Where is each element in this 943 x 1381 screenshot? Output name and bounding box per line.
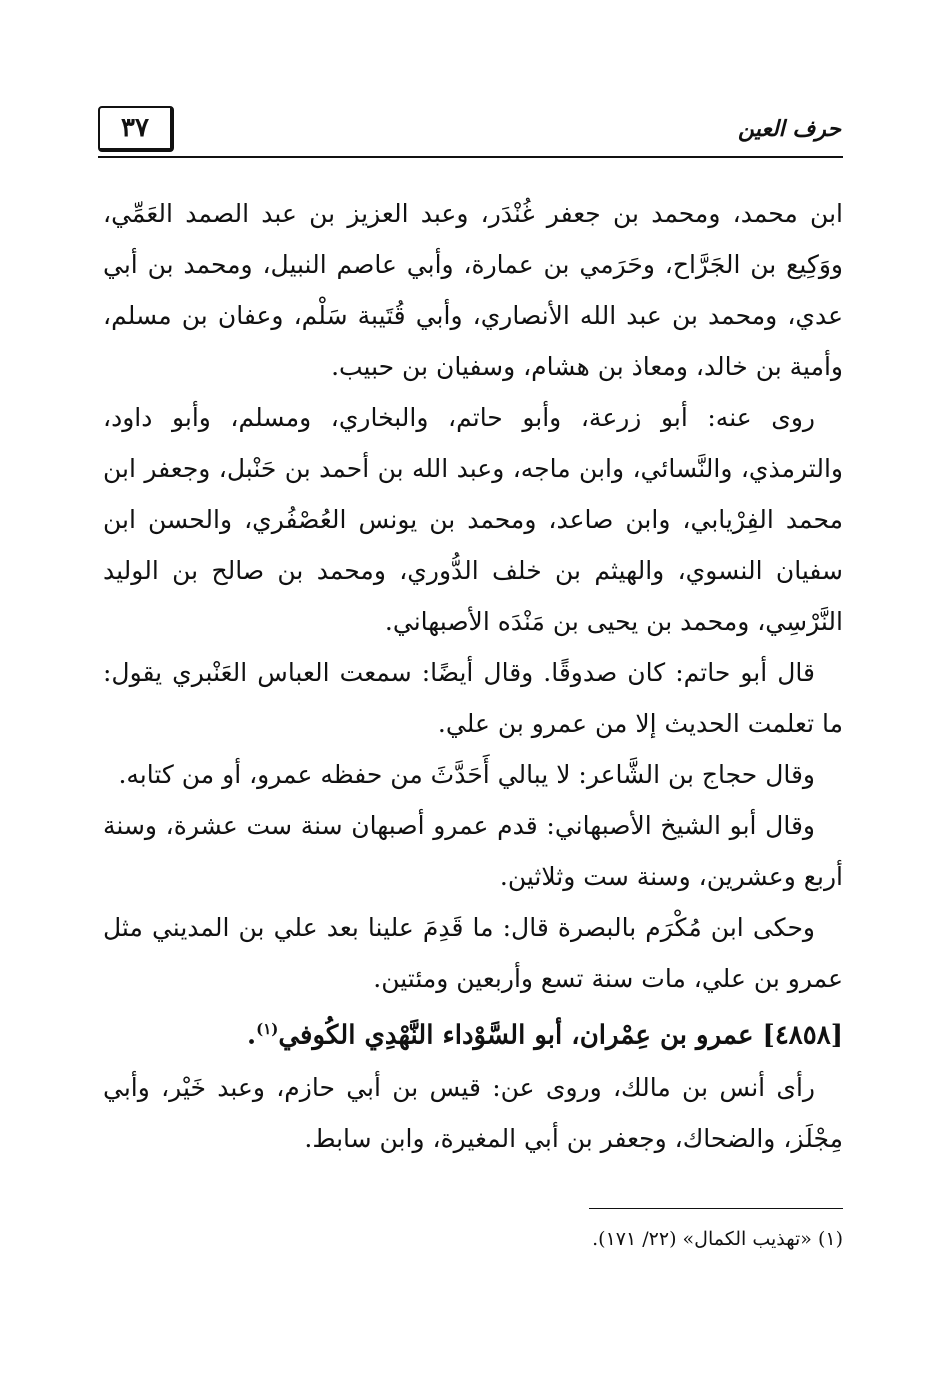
header-rule: [98, 156, 843, 158]
footnote: (١) «تهذيب الكمال» (٢٢/ ١٧١).: [592, 1228, 843, 1250]
page-number: ٣٧: [98, 106, 174, 152]
paragraph-ibn-mukram: وحكى ابن مُكْرَم بالبصرة قال: ما قَدِمَ علينا بعد علي بن المديني مثل عمرو بن علي، مات سنة تسع وأربعين ومئتين.: [103, 913, 843, 993]
paragraph-entry-body: رأى أنس بن مالك، وروى عن: قيس بن أبي حازم، وعبد خَيْر، وأبي مِجْلَز، والضحاك، وجعفر بن أبي المغيرة، وابن سابط.: [103, 1072, 843, 1153]
main-text: [103, 188, 843, 1164]
paragraph-abu-hatim: قال أبو حاتم: كان صدوقًا. وقال أيضًا: سمعت العباس العَنْبري يقول: ما تعلمت الحديث إلا من عمرو بن علي.: [103, 658, 843, 738]
paragraph-hajjaj: وقال حجاج بن الشَّاعر: لا يبالي أَحَدَّثَ من حفظه عمرو، أو من كتابه.: [118, 760, 815, 789]
entry-title-text: [٤٨٥٨] عمرو بن عِمْران، أبو السَّوْداء النَّهْدِي الكُوفي: [278, 1020, 843, 1051]
entry-heading: [٤٨٥٨] عمرو بن عِمْران، أبو السَّوْداء النَّهْدِي الكُوفي$^{(١)}$.: [247, 1020, 843, 1051]
running-title: حرف العين: [737, 116, 841, 142]
page-header: [98, 106, 843, 158]
paragraph-students: روى عنه: أبو زرعة، وأبو حاتم، والبخاري، ومسلم، وأبو داود، والترمذي، والنَّسائي، وابن ماجه، وعبد الله بن أحمد بن حَنْبل، وجعفر ابن محمد الفِرْيابي، وابن صاعد، ومحمد بن يونس العُصْفُري، والحسن ابن سفيان النسوي، والهيثم بن خلف الدُّوري، ومحمد بن صالح بن الوليد النَّرْسِي، ومحمد بن يحيى بن مَنْدَه الأصبهاني.: [103, 403, 843, 636]
footnote-mark: (١): [256, 1020, 279, 1038]
paragraph-teachers: ابن محمد، ومحمد بن جعفر غُنْدَر، وعبد العزيز بن عبد الصمد العَمِّي، ووَكِيع بن الجَرَّاح، وحَرَمي بن عمارة، وأبي عاصم النبيل، ومحمد بن أبي عدي، ومحمد بن عبد الله الأنصاري، وأبي قُتَيبة سَلْم، وعفان بن مسلم، وأمية بن خالد، ومعاذ بن هشام، وسفيان بن حبيب.: [103, 199, 843, 381]
paragraph-abu-al-shaykh: وقال أبو الشيخ الأصبهاني: قدم عمرو أصبهان سنة ست عشرة، وسنة أربع وعشرين، وسنة ست وثلاثين.: [103, 811, 843, 891]
footnote-separator: [589, 1208, 843, 1209]
